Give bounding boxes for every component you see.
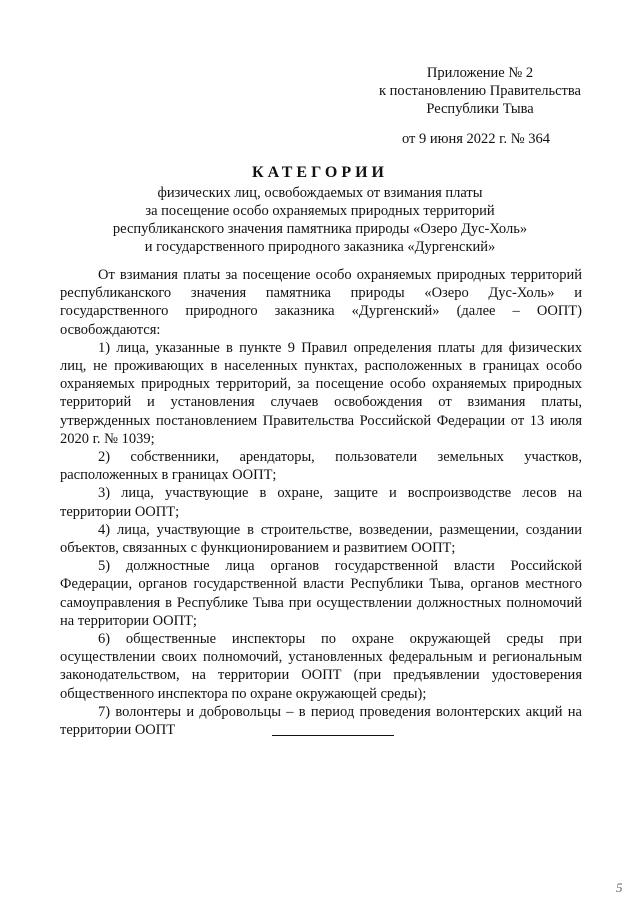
document-title: КАТЕГОРИИ: [252, 164, 388, 181]
category-item: 5) должностные лица органов государственной власти Российской Федерации, органов государственной власти Республики Тыва, органов местного самоуправления в Республике Тыва при осуществлении должностных полномочий на территории ООПТ;: [60, 558, 582, 629]
subtitle-line: республиканского значения памятника природы «Озеро Дус-Холь»: [112, 221, 528, 237]
document-body: [60, 266, 582, 739]
document-subtitle: [90, 184, 550, 256]
category-item: 4) лица, участвующие в строительстве, возведении, размещении, создании объектов, связанных с функционированием и развитием ООПТ;: [60, 521, 582, 557]
appendix-line: к постановлению Правительства: [379, 83, 581, 99]
subtitle-line: физических лиц, освобождаемых от взимания платы: [157, 185, 483, 201]
subtitle-line: за посещение особо охраняемых природных территорий: [145, 203, 495, 219]
end-divider: [272, 735, 394, 736]
page-number-mark: 5: [616, 880, 623, 895]
intro-paragraph: От взимания платы за посещение особо охраняемых природных территорий республиканского значения памятника природы «Озеро Дус-Холь» и государственного природного заказника «Дургенский» (далее – ООПТ) освобождаются:: [60, 267, 582, 338]
appendix-line: Республики Тыва: [426, 101, 534, 117]
subtitle-line: и государственного природного заказника «Дургенский»: [144, 239, 496, 255]
appendix-line: Приложение № 2: [426, 65, 534, 81]
category-item: 6) общественные инспекторы по охране окружающей среды при осуществлении своих полномочий, установленных федеральным и региональным законодательством, на территории ООПТ (при предъявлении удостоверения общественного инспектора по охране окружающей среды);: [60, 631, 582, 702]
order-date: от 9 июня 2022 г. № 364: [402, 131, 550, 147]
category-item: 2) собственники, арендаторы, пользователи земельных участков, расположенных в границах ООПТ;: [60, 449, 582, 484]
category-item: 1) лица, указанные в пункте 9 Правил определения платы для физических лиц, не проживающих в населенных пунктах, расположенных в границах особо охраняемых природных территорий, за посещение особо охраняемых природных территорий и установления случаев освобождения от взимания платы, утвержденных постановлением Правительства Российской Федерации от 13 июля 2020 г. № 1039;: [60, 339, 582, 447]
category-item: 3) лица, участвующие в охране, защите и воспроизводстве лесов на территории ООПТ;: [60, 485, 582, 520]
appendix-block: [360, 64, 600, 118]
category-item: 7) волонтеры и добровольцы – в период проведения волонтерских акций на территории ООПТ: [60, 703, 582, 739]
